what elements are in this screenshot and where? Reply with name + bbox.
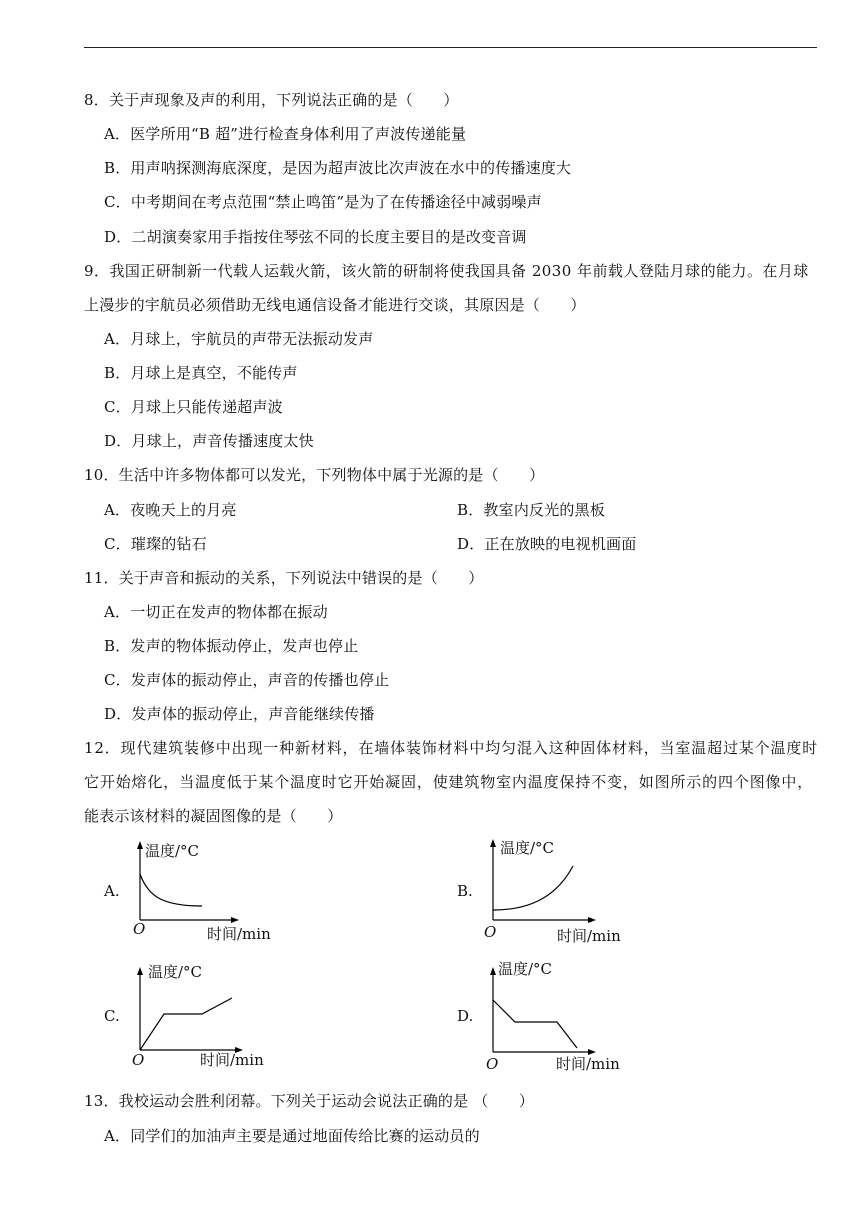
q11-option-c[interactable]: C．发声体的振动停止，声音的传播也停止 [104, 671, 390, 689]
y-axis-arrow [137, 967, 143, 975]
q9-option-d[interactable]: D．月球上，声音传播速度太快 [104, 432, 314, 450]
q12-graph-b-option[interactable]: B. [457, 882, 473, 900]
q11-option-d[interactable]: D．发声体的振动停止，声音能继续传播 [104, 705, 375, 723]
temperature-curve [493, 866, 573, 910]
q10-option-b[interactable]: B．教室内反光的黑板 [457, 501, 606, 519]
q9-option-b[interactable]: B．月球上是真空，不能传声 [104, 364, 298, 382]
q8-option-a[interactable]: A．医学所用“B 超”进行检查身体利用了声波传递能量 [104, 125, 467, 143]
q12-graph-a-ylabel: 温度/°C [145, 842, 200, 860]
q13-option-a[interactable]: A．同学们的加油声主要是通过地面传给比赛的运动员的 [104, 1127, 480, 1145]
q12-graph-c-xlabel: 时间/min [200, 1051, 264, 1069]
q13-stem: 13．我校运动会胜利闭幕。下列关于运动会说法正确的是 （ ） [84, 1092, 535, 1110]
q12-graph-d-ylabel: 温度/°C [498, 960, 553, 978]
q9-option-c[interactable]: C．月球上只能传递超声波 [104, 398, 283, 416]
y-axis-arrow [490, 967, 496, 975]
q12-graph-d-origin: O [486, 1055, 499, 1073]
q12-graph-b-origin: O [484, 923, 497, 941]
q12-graph-d-option[interactable]: D. [457, 1007, 474, 1025]
temperature-line [493, 1000, 577, 1048]
q11-stem: 11．关于声音和振动的关系，下列说法中错误的是（ ） [84, 569, 484, 587]
q10-option-c[interactable]: C．璀璨的钻石 [104, 535, 207, 553]
x-axis-arrow [588, 917, 596, 923]
q12-stem-line2: 它开始熔化，当温度低于某个温度时它开始凝固，使建筑物室内温度保持不变，如图所示的四个图像中， [84, 773, 814, 791]
x-axis-arrow [231, 917, 239, 923]
q8-stem: 8．关于声现象及声的利用，下列说法正确的是（ ） [84, 91, 459, 109]
q8-option-c[interactable]: C．中考期间在考点范围“禁止鸣笛”是为了在传播途径中减弱噪声 [104, 193, 542, 211]
q12-graph-c-ylabel: 温度/°C [148, 963, 203, 981]
q10-stem: 10．生活中许多物体都可以发光，下列物体中属于光源的是（ ） [84, 466, 545, 484]
q9-stem-line2: 上漫步的宇航员必须借助无线电通信设备才能进行交谈，其原因是（ ） [84, 296, 586, 314]
q12-graph-b-xlabel: 时间/min [557, 927, 621, 945]
q10-option-d[interactable]: D．正在放映的电视机画面 [457, 535, 637, 553]
q12-stem-line1: 12．现代建筑装修中出现一种新材料，在墙体装饰材料中均匀混入这种固体材料，当室温超过某个温度时 [84, 739, 819, 757]
q12-graph-c-origin: O [132, 1051, 145, 1069]
q12-graph-d-xlabel: 时间/min [556, 1055, 620, 1073]
q11-option-b[interactable]: B．发声的物体振动停止，发声也停止 [104, 637, 359, 655]
temperature-line [140, 998, 232, 1050]
q12-graph-c-option[interactable]: C. [104, 1007, 120, 1025]
y-axis-arrow [490, 839, 496, 847]
q8-option-d[interactable]: D．二胡演奏家用手指按住琴弦不同的长度主要目的是改变音调 [104, 228, 527, 246]
temperature-curve [140, 874, 202, 906]
q11-option-a[interactable]: A．一切正在发声的物体都在振动 [104, 603, 328, 621]
q8-option-b[interactable]: B．用声呐探测海底深度，是因为超声波比次声波在水中的传播速度大 [104, 159, 572, 177]
y-axis-arrow [137, 841, 143, 849]
q12-stem-line3: 能表示该材料的凝固图像的是（ ） [84, 807, 343, 825]
q12-graph-a-option[interactable]: A. [104, 882, 120, 900]
q12-graph-a-origin: O [133, 920, 146, 938]
header-rule [84, 47, 817, 48]
q12-graph-a-xlabel: 时间/min [207, 925, 271, 943]
q12-graph-b-ylabel: 温度/°C [500, 839, 555, 857]
q9-stem-line1: 9．我国正研制新一代载人运载火箭，该火箭的研制将使我国具备 2030 年前载人登陆月球的能力。在月球 [84, 262, 809, 280]
q10-option-a[interactable]: A．夜晚天上的月亮 [104, 501, 237, 519]
q9-option-a[interactable]: A．月球上，宇航员的声带无法振动发声 [104, 330, 374, 348]
